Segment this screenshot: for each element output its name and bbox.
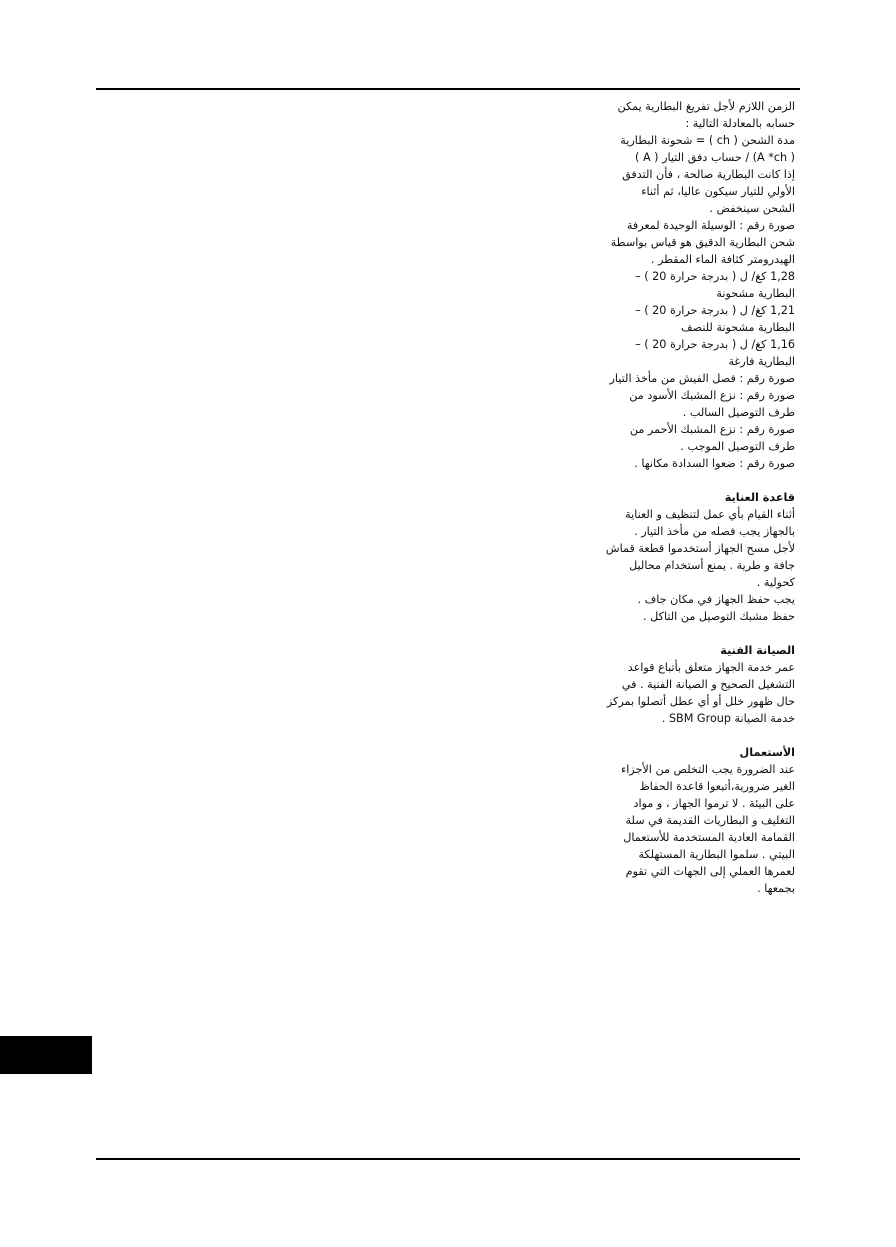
text-line: طرف التوصيل السالب . [682, 406, 795, 419]
text-line: 1,28 كغ/ ل ( بدرجة حرارة 20 ) – [635, 270, 795, 283]
text-line: البطارية مشحونة للنصف [681, 321, 795, 334]
text-line: الهيدرومتر كثافة الماء المقطر . [650, 253, 795, 266]
text-line: مدة الشحن ( ch ) = شحونة البطارية [620, 134, 795, 147]
text-line: الأولي للتيار سيكون عاليا، ثم أثناء [641, 185, 795, 198]
section-care [585, 489, 795, 625]
text-line: خدمة الصيانة SBM Group . [661, 712, 795, 725]
text-line: بجمعها . [757, 882, 795, 895]
text-line: الغير ضرورية،أتبعوا قاعدة الحفاظ [639, 780, 795, 793]
text-line: كحولية . [756, 576, 795, 589]
text-line: عند الضرورة يجب التخلص من الأجزاء [620, 763, 795, 776]
text-line: حسابه بالمعادلة التالية : [685, 117, 795, 130]
text-line: شحن البطارية الدقيق هو قياس بواسطة [610, 236, 795, 249]
top-rule [96, 88, 800, 90]
text-line: البطارية مشحونة [716, 287, 795, 300]
text-line: الشحن سينخفض . [709, 202, 795, 215]
text-line: صورة رقم : نزع المشبك الأسود من [629, 389, 795, 402]
text-line: لعمرها العملي إلى الجهات التي تقوم [625, 865, 795, 878]
text-line: عمر خدمة الجهاز متعلق بأتباع قواعد [627, 661, 795, 674]
section-heading-care: قاعدة العناية [724, 491, 795, 504]
text-line: صورة رقم : نزع المشبك الأحمر من [629, 423, 795, 436]
text-line: لأجل مسح الجهاز أستخدموا قطعة قماش [605, 542, 795, 555]
text-line: صورة رقم : ضعوا السدادة مكانها . [634, 457, 795, 470]
section-gap [585, 727, 795, 744]
text-line: حفظ مشبك التوصيل من التاكل . [643, 610, 795, 623]
text-line: على البيئة . لا ترموا الجهاز ، و مواد [633, 797, 795, 810]
text-line: 1,16 كغ/ ل ( بدرجة حرارة 20 ) – [635, 338, 795, 351]
section-heading-use: الأستعمال [739, 746, 795, 759]
section-use [585, 744, 795, 897]
section-gap [585, 472, 795, 489]
text-line: القمامة العادية المستخدمة للأستعمال [623, 831, 795, 844]
text-line: التشغيل الصحيح و الصيانة الفنية . في [621, 678, 795, 691]
text-line: 1,21 كغ/ ل ( بدرجة حرارة 20 ) – [635, 304, 795, 317]
text-line: جافة و طرية . يمنع أستخدام محاليل [629, 559, 795, 572]
text-line: أثناء القيام بأي عمل لتنظيف و العناية [625, 508, 795, 521]
text-line: التغليف و البطاريات القديمة في سلة [625, 814, 795, 827]
text-column [585, 98, 795, 897]
text-line: بالجهاز يجب فصله من مأخذ التيار . [634, 525, 795, 538]
bottom-rule [96, 1158, 800, 1160]
section-maintenance [585, 642, 795, 727]
text-line: طرف التوصيل الموجب . [680, 440, 795, 453]
section-gap [585, 625, 795, 642]
text-line: إذا كانت البطارية صالحة ، فأن التدفق [622, 168, 795, 181]
text-line: الزمن اللازم لأجل تفريغ البطارية يمكن [617, 100, 795, 113]
text-line: البيتي . سلموا البطارية المستهلكة [638, 848, 795, 861]
section-heading-maintenance: الصيانة الفنية [720, 644, 795, 657]
text-line: البطارية فارغة [728, 355, 795, 368]
page-side-tab [0, 1036, 92, 1074]
text-line: حال ظهور خلل أو أي عطل أتصلوا بمركز [606, 695, 795, 708]
text-line: ( A *ch) / حساب دفق التيار ( A ) [635, 151, 795, 164]
section-charging-text [585, 98, 795, 472]
text-line: صورة رقم : الوسيلة الوحيدة لمعرفة [626, 219, 795, 232]
text-line: صورة رقم : فصل الفيش من مأخذ التيار [609, 372, 795, 385]
text-line: يجب حفظ الجهاز في مكان جاف . [637, 593, 795, 606]
